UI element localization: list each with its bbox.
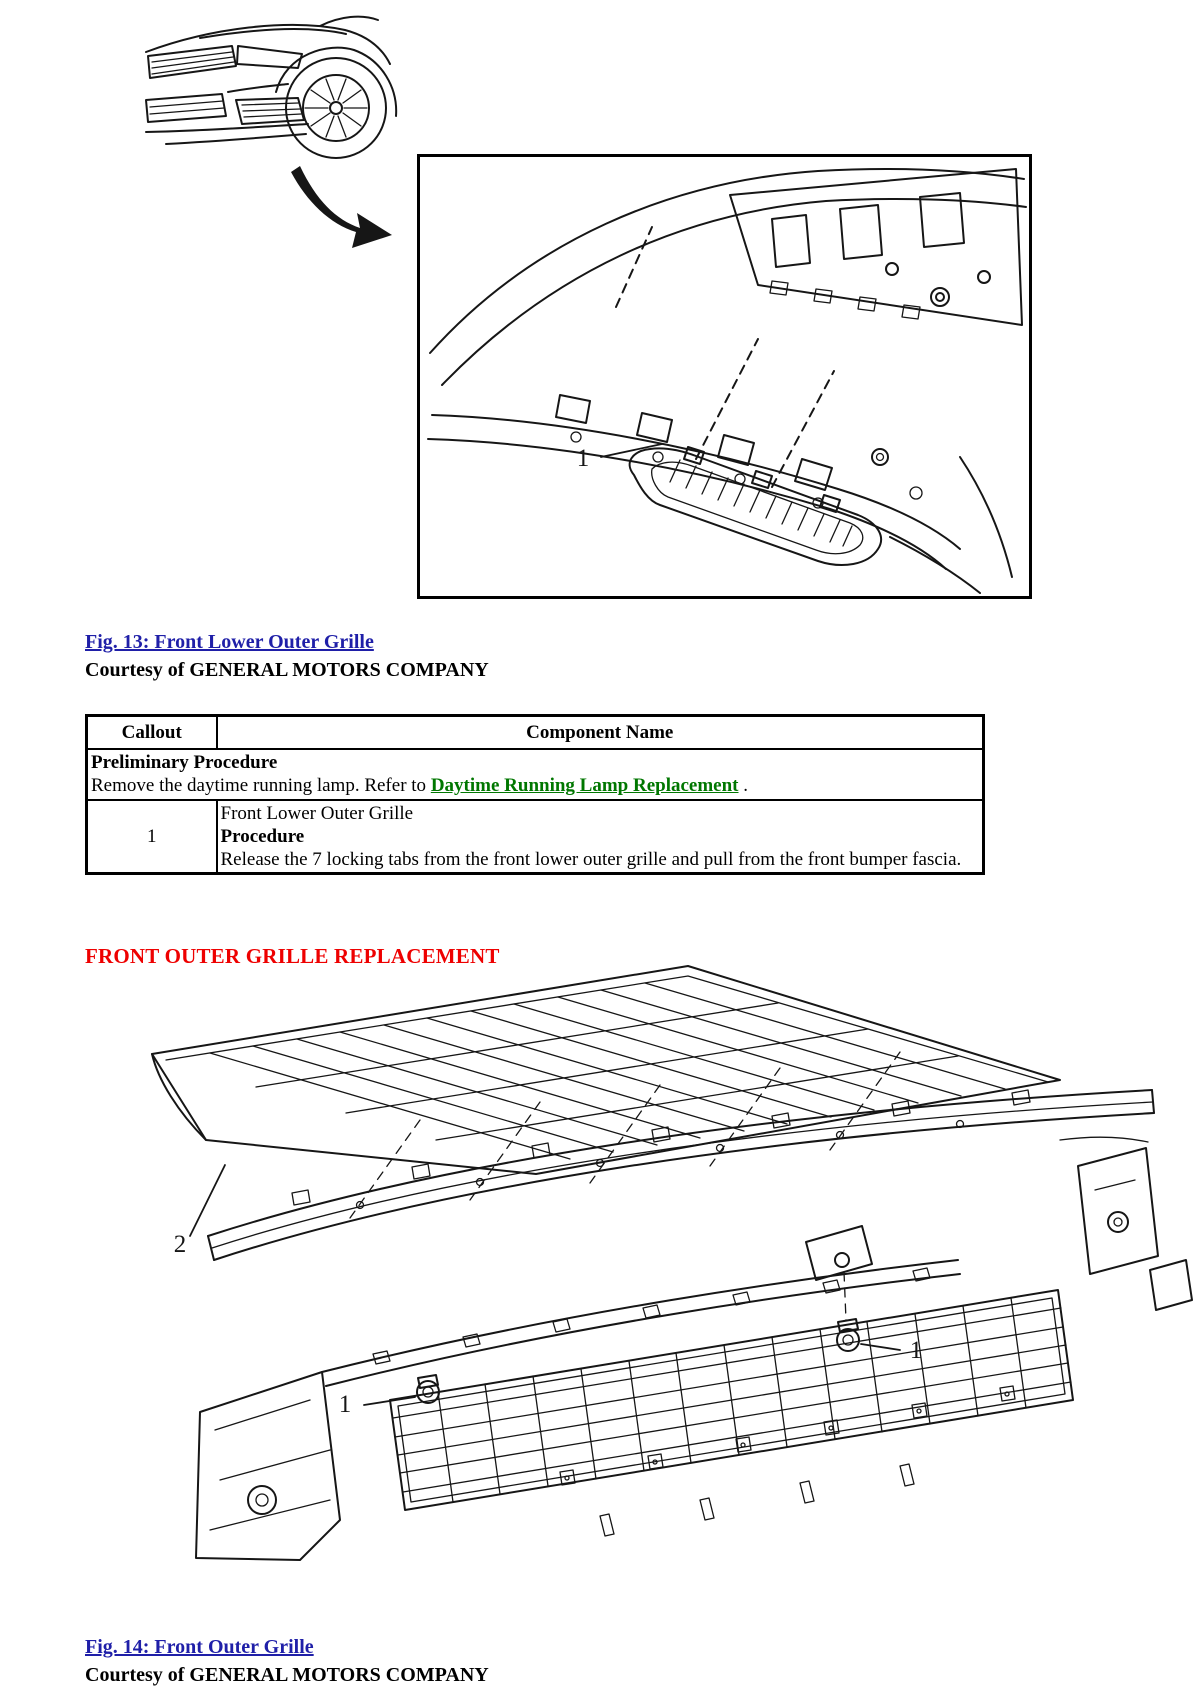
- figure13-callout-1: 1: [576, 445, 590, 472]
- table-header-callout: Callout: [87, 716, 217, 750]
- figure13-diagram: [420, 157, 1029, 596]
- figure14-diagram: [0, 960, 1200, 1620]
- row1-callout: 1: [87, 800, 217, 874]
- figure14-courtesy: Courtesy of GENERAL MOTORS COMPANY: [85, 1664, 489, 1686]
- figure14-line-art: [152, 966, 1192, 1560]
- preliminary-text: [91, 774, 979, 797]
- daytime-running-lamp-link[interactable]: Daytime Running Lamp Replacement: [430, 775, 739, 797]
- preliminary-text-before: Remove the daytime running lamp. Refer to: [91, 775, 431, 797]
- row1-procedure-text: Release the 7 locking tabs from the front lower outer grille and pull from the front bumper fascia.: [220, 848, 962, 870]
- section-heading: FRONT OUTER GRILLE REPLACEMENT: [85, 944, 500, 968]
- table-row: [87, 800, 984, 874]
- figure14-caption-link[interactable]: Fig. 14: Front Outer Grille: [85, 1636, 314, 1658]
- car-line-art: [146, 17, 396, 158]
- figure14-callout-1-left: 1: [338, 1391, 352, 1418]
- table-header-row: [87, 716, 984, 750]
- figure13-caption-link[interactable]: Fig. 13: Front Lower Outer Grille: [85, 631, 374, 653]
- figure13-courtesy: Courtesy of GENERAL MOTORS COMPANY: [85, 659, 489, 681]
- zoom-arrow-icon: [291, 166, 392, 248]
- preliminary-text-after: .: [738, 775, 749, 797]
- preliminary-row: [87, 749, 984, 799]
- callout-table: [85, 714, 985, 875]
- row1-procedure-heading: Procedure: [220, 825, 305, 847]
- figure14-callout-1-right: 1: [909, 1337, 923, 1364]
- row1-component-name: Front Lower Outer Grille: [220, 802, 414, 824]
- figure13-frame: [417, 154, 1032, 599]
- figure13-line-art: [428, 169, 1026, 593]
- figure14-callout-2: 2: [173, 1231, 187, 1258]
- table-header-component: Component Name: [217, 716, 984, 750]
- figure14-caption: [85, 1634, 489, 1689]
- preliminary-title: Preliminary Procedure: [91, 752, 278, 774]
- car-thumbnail-illustration: [140, 4, 410, 252]
- figure13-caption: [85, 629, 489, 684]
